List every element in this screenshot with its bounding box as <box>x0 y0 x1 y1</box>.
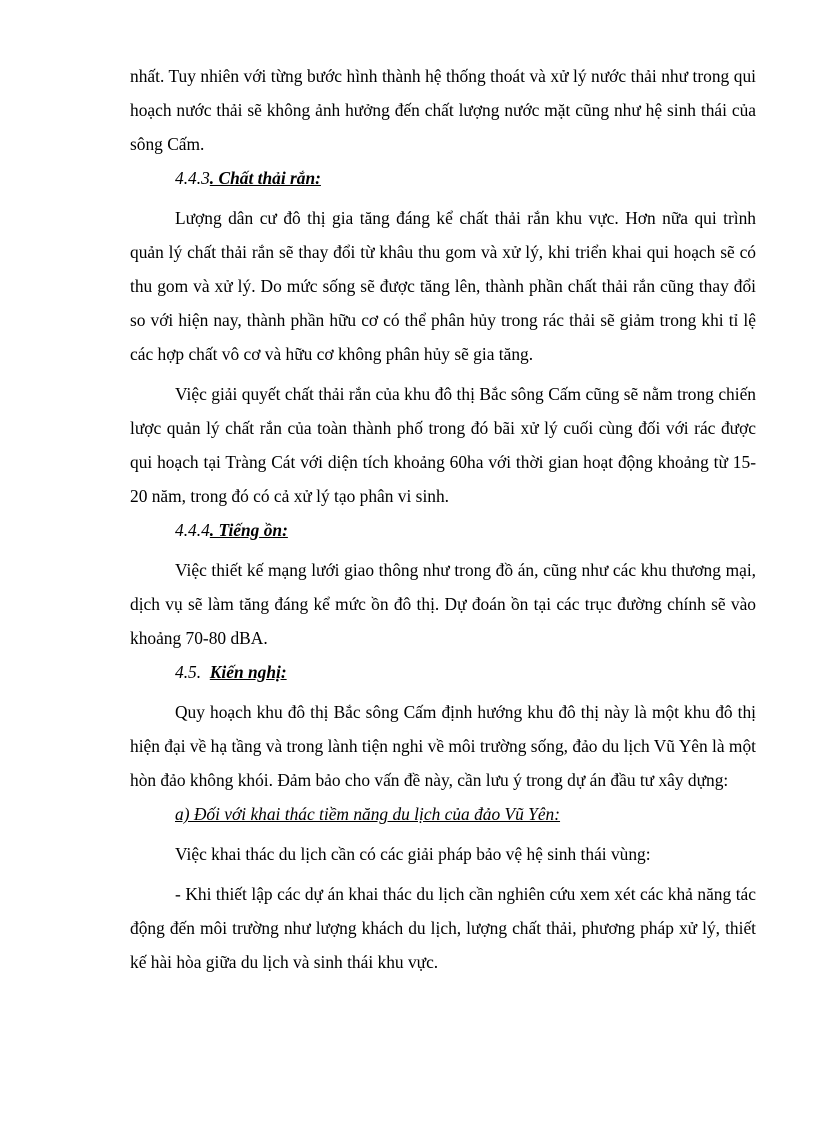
section-number: 4.4.4 <box>175 520 210 540</box>
paragraph-solid-waste-1: Lượng dân cư đô thị gia tăng đáng kể chất thải rắn khu vực. Hơn nữa qui trình quản lý chất thải rắn sẽ thay đổi từ khâu thu gom và xử lý, khi triển khai qui hoạch sẽ có thu gom và xử lý. Do mức sống sẽ được tăng lên, thành phần chất thải rắn cũng thay đổi so với hiện nay, thành phần hữu cơ có thể phân hủy trong rác thải sẽ giảm trong khi tỉ lệ các hợp chất vô cơ và hữu cơ không phân hủy sẽ gia tăng. <box>130 208 756 364</box>
paragraph-continued: nhất. Tuy nhiên với từng bước hình thành hệ thống thoát và xử lý nước thải như trong qui hoạch nước thải sẽ không ảnh hưởng đến chất lượng nước mặt cũng như hệ sinh thái của sông Cấm. <box>130 66 756 154</box>
paragraph-tourism-bullet: - Khi thiết lập các dự án khai thác du lịch cần nghiên cứu xem xét các khả năng tác động đến môi trường như lượng khách du lịch, lượng chất thải, phương pháp xử lý, thiết kế hài hòa giữa du lịch và sinh thái khu vực. <box>130 884 756 972</box>
section-heading-4-4-3 <box>130 161 756 195</box>
section-title: . Chất thải rắn: <box>209 168 321 188</box>
section-number: 4.4.3 <box>175 168 210 188</box>
document-page <box>130 59 756 979</box>
paragraph-solid-waste-2: Việc giải quyết chất thải rắn của khu đô thị Bắc sông Cấm cũng sẽ nằm trong chiến lược quản lý chất rắn của toàn thành phố trong đó bãi xử lý cuối cùng đối với rác được qui hoạch tại Tràng Cát với diện tích khoảng 60ha với thời gian hoạt động khoảng từ 15-20 năm, trong đó có cả xử lý tạo phân vi sinh. <box>130 384 756 506</box>
paragraph-recommendation: Quy hoạch khu đô thị Bắc sông Cấm định hướng khu đô thị này là một khu đô thị hiện đại về hạ tầng và trong lành tiện nghi về môi trường sống, đảo du lịch Vũ Yên là một hòn đảo không khói. Đảm bảo cho vấn đề này, cần lưu ý trong dự án đầu tư xây dựng: <box>130 702 756 790</box>
subheading-a: a) Đối với khai thác tiềm năng du lịch của đảo Vũ Yên: <box>175 804 561 824</box>
section-title: . Tiếng ồn: <box>209 520 288 540</box>
paragraph-noise: Việc thiết kế mạng lưới giao thông như trong đồ án, cũng như các khu thương mại, dịch vụ sẽ làm tăng đáng kể mức ồn đô thị. Dự đoán ồn tại các trục đường chính sẽ vào khoảng 70-80 dBA. <box>130 560 756 648</box>
section-number: 4.5. <box>175 662 202 682</box>
section-heading-4-4-4 <box>130 513 756 547</box>
section-title: Kiến nghị: <box>209 662 287 682</box>
paragraph-tourism-intro: Việc khai thác du lịch cần có các giải pháp bảo vệ hệ sinh thái vùng: <box>175 844 651 864</box>
section-heading-4-5 <box>130 655 756 689</box>
